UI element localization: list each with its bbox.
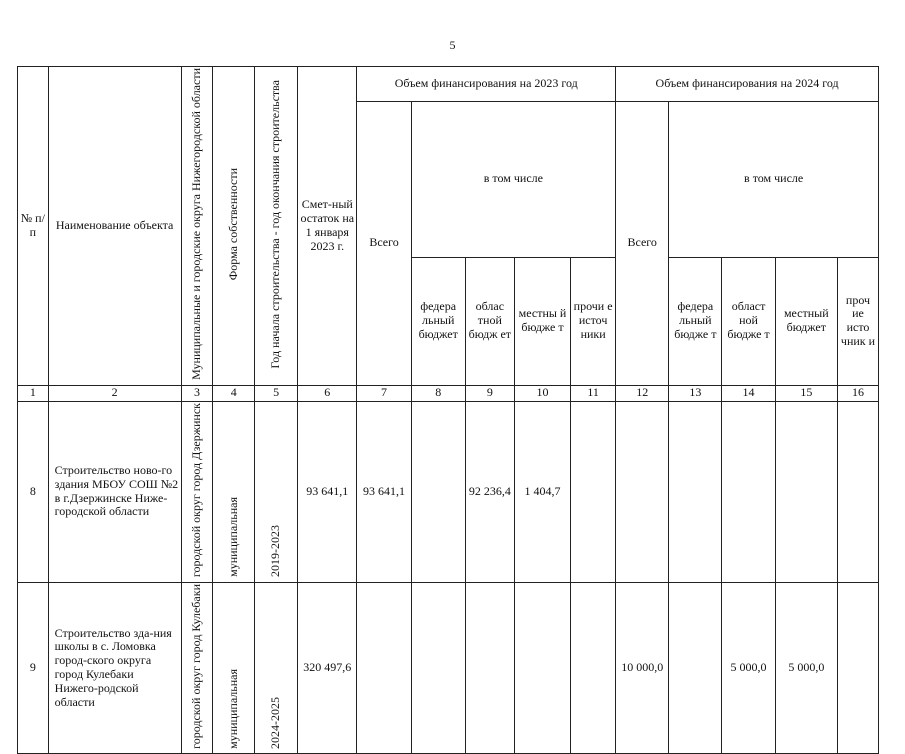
row-other-2023 [571,401,616,582]
row-municipal-text: городской округ город Дзержинск [189,402,204,577]
row-federal-2024 [669,401,722,582]
row-regional-2024 [722,401,775,582]
column-number: 1 [18,385,49,401]
header-regional-2024: област ной бюдже т [722,257,775,385]
column-number: 7 [357,385,411,401]
header-fin-2024: Объем финансирования на 2024 год [616,67,879,102]
row-num: 9 [18,582,49,754]
financing-table [17,66,879,754]
header-years-text: Год начала строительства - год окончания строительства [268,79,283,369]
column-number: 9 [465,385,514,401]
column-number: 5 [255,385,298,401]
header-total-2023: Всего [357,102,411,386]
header-federal-2023: федера льный бюджет [411,257,465,385]
header-municipal [181,67,213,386]
row-municipal-text: городской округ город Кулебаки [189,583,204,749]
column-number: 10 [514,385,570,401]
column-number: 3 [181,385,213,401]
row-federal-2023 [411,401,465,582]
page-number: 5 [449,38,456,52]
column-number: 15 [775,385,837,401]
header-name: Наименование объекта [48,67,181,386]
header-ownership-text: Форма собственности [225,167,240,281]
row-total-2023: 93 641,1 [357,401,411,582]
row-regional-2023: 92 236,4 [465,401,514,582]
table-row [18,582,879,754]
row-total-2024: 10 000,0 [616,582,669,754]
row-local-2024: 5 000,0 [775,582,837,754]
header-other-2023: прочи е источ ники [571,257,616,385]
row-years [255,401,298,582]
header-federal-2024: федера льный бюдже т [669,257,722,385]
row-other-2023 [571,582,616,754]
row-estimate: 320 497,6 [298,582,357,754]
column-number: 14 [722,385,775,401]
header-including-2023: в том числе [411,102,615,258]
row-estimate: 93 641,1 [298,401,357,582]
row-federal-2024 [669,582,722,754]
header-years [255,67,298,386]
header-local-2024: местный бюджет [775,257,837,385]
row-other-2024 [838,582,879,754]
row-name: Строительство ново-го здания МБОУ СОШ №2 в г.Дзержинске Ниже-городской области [48,401,181,582]
row-total-2023 [357,582,411,754]
column-number: 8 [411,385,465,401]
row-local-2023: 1 404,7 [514,401,570,582]
row-ownership-text: муниципальная [225,496,240,577]
row-name: Строительство зда-ния школы в с. Ломовка город-ского округа город Кулебаки Нижего-родской области [48,582,181,754]
column-number: 4 [213,385,255,401]
column-number: 6 [298,385,357,401]
row-total-2024 [616,401,669,582]
header-other-2024: проч ие исто чник и [838,257,879,385]
header-row-1 [18,67,879,102]
row-federal-2023 [411,582,465,754]
header-including-2024: в том числе [669,102,879,258]
row-municipal [181,401,213,582]
row-years-text: 2019-2023 [268,524,283,577]
row-other-2024 [838,401,879,582]
column-number: 13 [669,385,722,401]
row-years [255,582,298,754]
header-estimate: Смет-ный остаток на 1 января 2023 г. [298,67,357,386]
header-regional-2023: облас тной бюдж ет [465,257,514,385]
row-regional-2024: 5 000,0 [722,582,775,754]
row-ownership [213,401,255,582]
header-total-2024: Всего [616,102,669,386]
row-regional-2023 [465,582,514,754]
header-municipal-text: Муниципальные и городские округа Нижегородской области [189,68,204,380]
row-years-text: 2024-2025 [268,696,283,749]
header-num: № п/п [18,67,49,386]
header-ownership [213,67,255,386]
table-row [18,401,879,582]
row-ownership [213,582,255,754]
row-local-2024 [775,401,837,582]
row-municipal [181,582,213,754]
header-local-2023: местны й бюдже т [514,257,570,385]
column-number: 16 [838,385,879,401]
header-fin-2023: Объем финансирования на 2023 год [357,67,616,102]
column-number: 11 [571,385,616,401]
row-local-2023 [514,582,570,754]
row-ownership-text: муниципальная [225,668,240,749]
column-number-row [18,385,879,401]
column-number: 12 [616,385,669,401]
row-num: 8 [18,401,49,582]
column-number: 2 [48,385,181,401]
